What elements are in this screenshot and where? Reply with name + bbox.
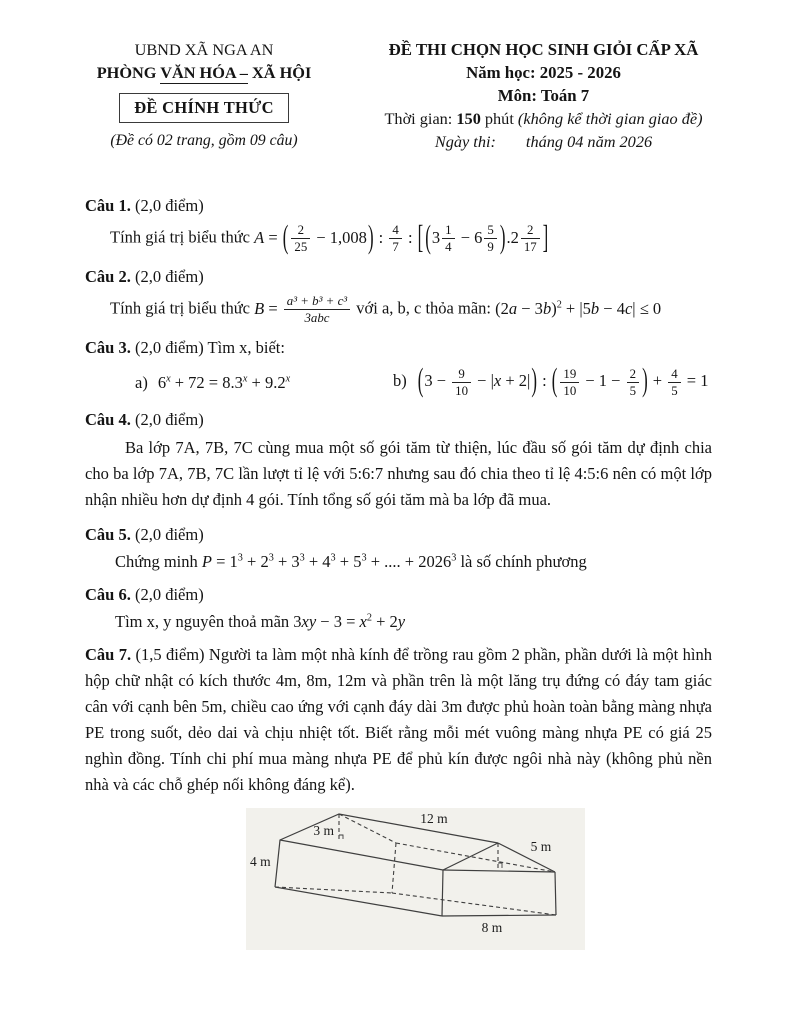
question-6-label: Câu 6.	[85, 585, 131, 605]
org-dept-underlined: VĂN HÓA –	[160, 63, 248, 82]
question-5-label: Câu 5.	[85, 525, 131, 545]
exam-date-label: Ngày thi:	[434, 132, 496, 151]
question-7-label: Câu 7.	[85, 644, 132, 664]
question-4-body: Ba lớp 7A, 7B, 7C cùng mua một số gói tăm từ thiện, lúc đầu số gói tăm dự định chia cho ba lớp 7A, 7B, 7C lần lượt tỉ lệ với 5:6:7 nhưng sau đó chia theo tỉ lệ 4:5:6 nên có một lớp nhận nhiều hơn dự định 4 gói. Tính tổng số gói tăm mà ba lớp đã mua.	[85, 438, 712, 510]
question-3a-formula: $6^x + 72 = 8.3^x + 9.2^x$	[157, 372, 291, 392]
question-6-intro: Tìm x, y nguyên thoả mãn	[115, 612, 294, 632]
question-5-formula: $P = 1^3 + 2^3 + 3^3 + 4^3 + 5^3$ + .... + $2026^3$	[201, 552, 457, 572]
greenhouse-prism-drawing	[246, 808, 585, 950]
question-3-points: (2,0 điểm) Tìm x, biết:	[130, 337, 285, 357]
question-1-intro: Tính giá trị biểu thức	[110, 227, 255, 247]
question-3b-label: b)	[393, 371, 407, 391]
time-value: 150	[456, 109, 481, 128]
question-2-intro: Tính giá trị biểu thức	[110, 298, 255, 318]
figure-scan-background	[246, 808, 585, 950]
question-5-outro: là số chính phương	[456, 552, 587, 572]
exam-date-line	[350, 130, 737, 153]
question-2-label: Câu 2.	[85, 266, 131, 286]
question-1-label: Câu 1.	[85, 196, 131, 215]
greenhouse-figure	[246, 808, 712, 950]
question-2-condition-text: với a, b, c thỏa mãn:	[352, 298, 496, 318]
question-2-constraint-formula: $(2a - 3b)^2 + |5b - 4c| \le 0$	[495, 298, 662, 318]
exam-title-block	[350, 38, 737, 153]
question-3-heading	[85, 335, 712, 361]
question-6-body	[85, 612, 712, 633]
question-3b	[393, 361, 712, 399]
question-6-formula: $3xy - 3 = x^2 + 2y$	[293, 612, 406, 632]
org-department-name	[88, 61, 320, 84]
header	[0, 38, 792, 153]
question-1-formula: A = ( $\frac{2}{25}$ − 1,008) : $\frac{4}{7}$ : [ (3 $\frac{1}{4}$ − 6 $\frac{5}{9}$ ).2 $\frac{2}{17}$ ]	[254, 217, 549, 256]
exam-title: ĐỀ THI CHỌN HỌC SINH GIỎI CẤP XÃ	[388, 40, 699, 59]
question-6-heading	[85, 582, 712, 608]
figure-label-slant: 5 m	[530, 838, 552, 854]
question-2-body	[85, 294, 712, 326]
question-3a	[85, 373, 393, 393]
question-3-label: Câu 3.	[85, 337, 131, 357]
question-4-label: Câu 4.	[85, 410, 131, 430]
figure-label-base: 8 m	[481, 919, 503, 935]
question-3b-formula: (3 − $\frac{9}{10}$ − |x + 2|) : ( $\frac{19}{10}$ − 1 − $\frac{2}{5}$ ) + $\frac{4}{5}$ = 1	[417, 361, 709, 399]
exam-date-value: tháng 04 năm 2026	[525, 132, 653, 151]
time-after: phút	[480, 109, 518, 128]
school-year: Năm học: 2025 - 2026	[466, 63, 621, 82]
time-note: (không kể thời gian giao đề)	[517, 109, 703, 128]
question-5-intro: Chứng minh	[115, 552, 202, 572]
question-2-formula: B = $\frac{\text{a³ + b³ + c³}}{\text{3abc}}$	[254, 299, 352, 318]
question-1-heading	[85, 193, 712, 219]
subject: Môn: Toán 7	[497, 86, 590, 105]
question-1-body	[85, 217, 712, 256]
question-5-body	[85, 552, 712, 573]
org-dept-post: XÃ HỘI	[247, 63, 312, 82]
official-exam-stamp: ĐỀ CHÍNH THỨC	[119, 93, 289, 123]
question-7-text: (1,5 điểm) Người ta làm một nhà kính để trồng rau gồm 2 phần, phần dưới là một hình hộp chữ nhật có kích thước 4m, 8m, 12m và phần trên là một lăng trụ đứng có đáy tam giác cân với cạnh bên 5m, chiều cao ứng với cạnh đáy dài 3m được phủ hoàn toàn bằng màng nhựa PE trong suốt, dẻo dai và chịu nhiệt tốt. Biết rằng mỗi mét vuông màng nhựa PE có giá 25 nghìn đồng. Tính chi phí mua màng nhựa PE để phủ kín được ngôi nhà này (không phủ nền nhà và các chỗ ghép nối không đáng kể).	[85, 644, 712, 794]
issuing-authority-block	[88, 38, 320, 150]
time-limit-line	[350, 107, 737, 130]
question-7-body	[85, 642, 712, 798]
page-count-note: (Đề có 02 trang, gồm 09 câu)	[110, 132, 298, 149]
org-dept-pre: PHÒNG	[96, 63, 161, 82]
question-4-heading	[85, 407, 712, 433]
question-5-points: (2,0 điểm)	[130, 525, 204, 545]
question-1-points: (2,0 điểm)	[130, 196, 204, 215]
figure-label-roof-height: 3 m	[313, 822, 334, 838]
question-3a-label: a)	[135, 372, 148, 392]
time-label: Thời gian:	[384, 109, 457, 128]
org-parent-name: UBND XÃ NGA AN	[134, 40, 274, 59]
question-4-points: (2,0 điểm)	[130, 410, 204, 430]
questions-area	[0, 193, 792, 950]
question-6-points: (2,0 điểm)	[130, 585, 204, 605]
figure-label-length: 12 m	[420, 810, 448, 826]
question-3-parts	[85, 361, 712, 399]
question-2-points: (2,0 điểm)	[130, 266, 204, 286]
question-5-heading	[85, 522, 712, 548]
question-2-heading	[85, 264, 712, 290]
stamp-row	[88, 84, 320, 123]
figure-label-box-height: 4 m	[250, 853, 271, 869]
